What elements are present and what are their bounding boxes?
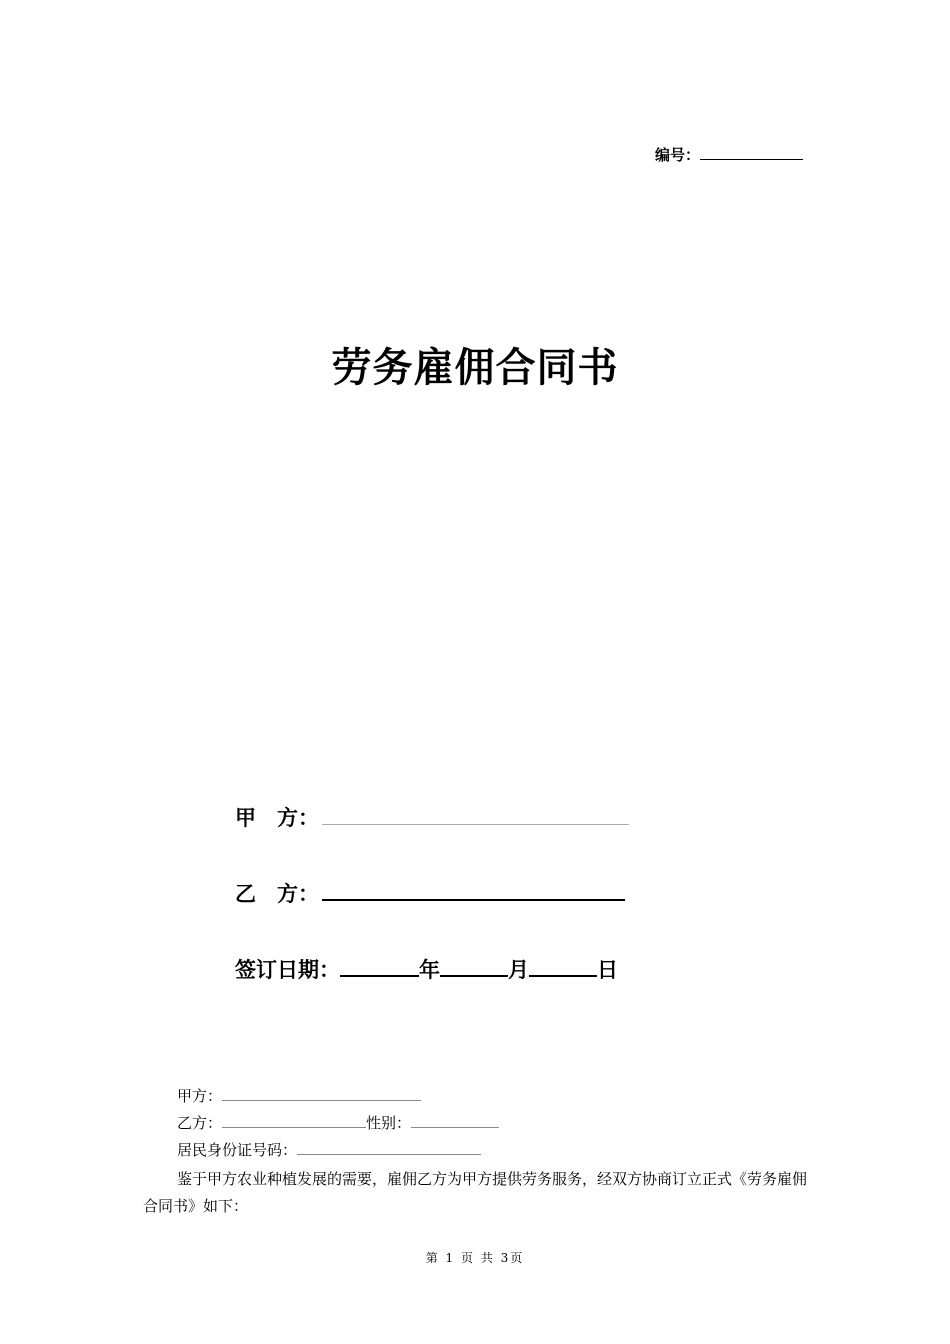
cover-party-a-blank[interactable] [322,806,629,825]
cover-party-a [235,802,629,832]
preamble-paragraph: 鉴于甲方农业种植发展的需要，雇佣乙方为甲方提供劳务服务，经双方协商订立正式《劳务雇佣合同书》如下： [143,1170,808,1215]
body-party-b [177,1112,499,1133]
cover-party-b-blank[interactable] [322,881,625,901]
sign-date-label: 签订日期： [235,958,340,982]
document-title: 劳务雇佣合同书 [331,344,619,391]
sign-date-year-blank[interactable] [340,957,419,977]
body-party-a-blank[interactable] [222,1087,421,1101]
body-id-blank[interactable] [297,1141,481,1155]
sign-date-month-label: 月 [508,958,529,982]
body-party-a-label: 甲方： [177,1087,223,1105]
body-id-label: 居民身份证号码： [177,1141,298,1159]
cover-party-b-label: 乙 方： [235,882,319,906]
body-id-number [177,1139,481,1160]
sign-date-day-label: 日 [597,958,618,982]
cover-party-b [235,878,625,908]
body-gender-label: 性别： [366,1114,412,1132]
body-party-b-label: 乙方： [177,1114,223,1132]
sign-date-month-blank[interactable] [440,957,508,977]
contract-number [655,144,803,165]
contract-number-label: 编号： [655,146,701,164]
sign-date-year-label: 年 [419,958,440,982]
sign-date-day-blank[interactable] [529,957,597,977]
body-gender-blank[interactable] [411,1114,499,1128]
body-party-b-blank[interactable] [222,1114,366,1128]
page-number: 第 1 页 共 3页 [425,1251,525,1265]
body-party-a [177,1085,421,1106]
cover-party-a-label: 甲 方： [235,806,319,830]
sign-date [235,954,618,984]
contract-number-blank[interactable] [700,145,803,160]
